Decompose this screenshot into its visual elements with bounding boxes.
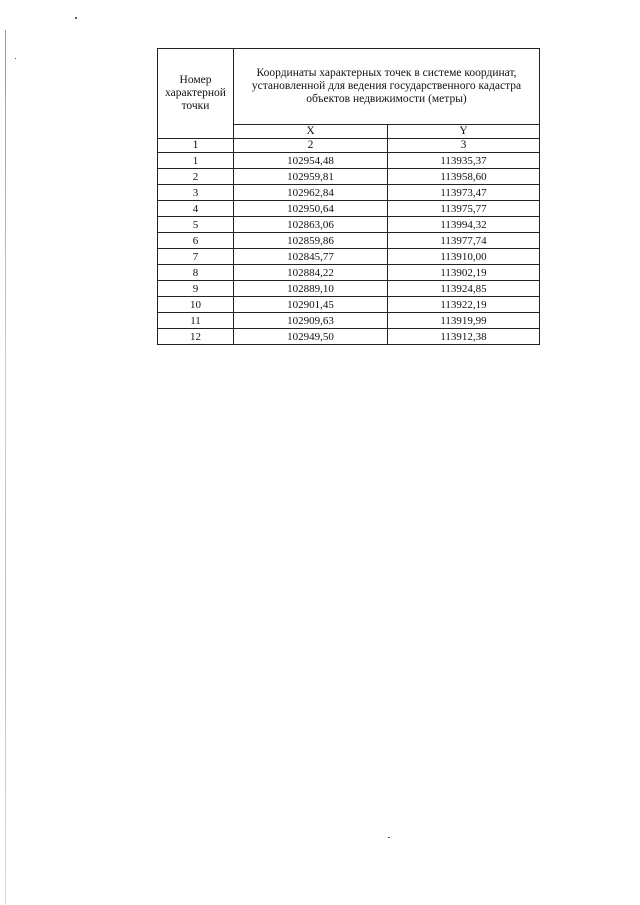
point-number-cell: 3 — [158, 185, 234, 201]
table-row — [158, 281, 540, 297]
point-number-cell: 6 — [158, 233, 234, 249]
point-number-cell: 4 — [158, 201, 234, 217]
point-number-cell: 8 — [158, 265, 234, 281]
x-coordinate-cell: 102962,84 — [234, 185, 388, 201]
point-number-cell: 5 — [158, 217, 234, 233]
table-row — [158, 233, 540, 249]
header-point-number: Номер характерной точки — [158, 49, 234, 139]
column-number-2: 2 — [234, 139, 388, 153]
y-coordinate-cell: 113977,74 — [388, 233, 540, 249]
scan-edge-line — [5, 30, 6, 905]
table-row — [158, 153, 540, 169]
scan-speck — [388, 837, 390, 838]
x-coordinate-cell: 102959,81 — [234, 169, 388, 185]
point-number-cell: 7 — [158, 249, 234, 265]
y-coordinate-cell: 113975,77 — [388, 201, 540, 217]
header-y: Y — [388, 125, 540, 139]
x-coordinate-cell: 102859,86 — [234, 233, 388, 249]
table-row — [158, 329, 540, 345]
y-coordinate-cell: 113912,38 — [388, 329, 540, 345]
table-row — [158, 169, 540, 185]
scan-speck — [75, 17, 77, 19]
y-coordinate-cell: 113919,99 — [388, 313, 540, 329]
y-coordinate-cell: 113922,19 — [388, 297, 540, 313]
point-number-cell: 11 — [158, 313, 234, 329]
y-coordinate-cell: 113994,32 — [388, 217, 540, 233]
point-number-cell: 12 — [158, 329, 234, 345]
point-number-cell: 10 — [158, 297, 234, 313]
column-number-1: 1 — [158, 139, 234, 153]
column-number-3: 3 — [388, 139, 540, 153]
x-coordinate-cell: 102950,64 — [234, 201, 388, 217]
x-coordinate-cell: 102909,63 — [234, 313, 388, 329]
x-coordinate-cell: 102954,48 — [234, 153, 388, 169]
header-coordinates: Координаты характерных точек в системе координат, установленной для ведения государственного кадастра объектов недвижимости (метры) — [234, 49, 540, 125]
y-coordinate-cell: 113910,00 — [388, 249, 540, 265]
x-coordinate-cell: 102901,45 — [234, 297, 388, 313]
y-coordinate-cell: 113958,60 — [388, 169, 540, 185]
x-coordinate-cell: 102863,06 — [234, 217, 388, 233]
y-coordinate-cell: 113924,85 — [388, 281, 540, 297]
x-coordinate-cell: 102949,50 — [234, 329, 388, 345]
x-coordinate-cell: 102845,77 — [234, 249, 388, 265]
table-row — [158, 201, 540, 217]
point-number-cell: 9 — [158, 281, 234, 297]
y-coordinate-cell: 113935,37 — [388, 153, 540, 169]
table-row — [158, 265, 540, 281]
scan-speck — [15, 58, 16, 59]
header-x: X — [234, 125, 388, 139]
table-row — [158, 313, 540, 329]
x-coordinate-cell: 102884,22 — [234, 265, 388, 281]
point-number-cell: 2 — [158, 169, 234, 185]
table-row — [158, 217, 540, 233]
table-row — [158, 297, 540, 313]
table-row — [158, 249, 540, 265]
y-coordinate-cell: 113973,47 — [388, 185, 540, 201]
x-coordinate-cell: 102889,10 — [234, 281, 388, 297]
coordinates-table — [157, 48, 540, 345]
y-coordinate-cell: 113902,19 — [388, 265, 540, 281]
table-row — [158, 185, 540, 201]
point-number-cell: 1 — [158, 153, 234, 169]
